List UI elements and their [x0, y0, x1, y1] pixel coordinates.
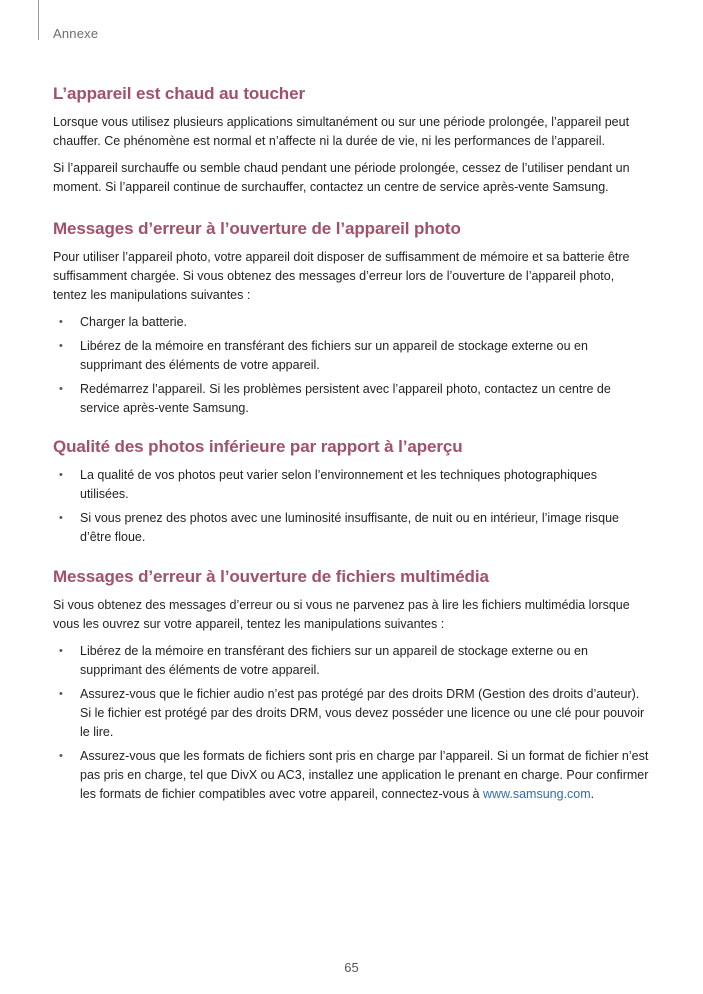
- list-item: [53, 685, 649, 742]
- list-item: [53, 337, 649, 375]
- section-label: Annexe: [53, 26, 99, 41]
- bullet-icon: •: [59, 469, 63, 481]
- paragraph: Si l’appareil surchauffe ou semble chaud pendant une période prolongée, cessez de l’utiliser pendant un moment. Si l’appareil continue de surchauffer, contactez un centre de service après-vente Samsung.: [53, 161, 630, 194]
- list-item-text: Redémarrez l’appareil. Si les problèmes persistent avec l’appareil photo, contactez un centre de service après-vente Samsung.: [80, 382, 611, 415]
- list-item-text: Assurez-vous que les formats de fichiers sont pris en charge par l’appareil. Si un format de fichier n’est pas pris en charge, tel que DivX ou AC3, installez une application le prenant en charge. Pour confirmer les formats de fichier compatibles avec votre appareil, connectez-vous à: [80, 749, 649, 801]
- paragraph: Lorsque vous utilisez plusieurs applications simultanément ou sur une période prolongée, l’appareil peut chauffer. Ce phénomène est normal et n’affecte ni la durée de vie, ni les performances de l’appareil.: [53, 115, 630, 148]
- list-item: [53, 509, 649, 547]
- list-item-text: Si vous prenez des photos avec une luminosité insuffisante, de nuit ou en intérieur, l’image risque d’être floue.: [80, 511, 619, 544]
- paragraph: Si vous obtenez des messages d’erreur ou si vous ne parvenez pas à lire les fichiers multimédia lorsque vous les ouvrez sur votre appareil, tentez les manipulations suivantes :: [53, 598, 630, 631]
- list-item: [53, 466, 649, 504]
- bullet-icon: •: [59, 316, 63, 328]
- list-item-text: Libérez de la mémoire en transférant des fichiers sur un appareil de stockage externe ou en supprimant des éléments de votre appareil.: [80, 339, 588, 372]
- list-item: [53, 313, 649, 332]
- link-suffix: .: [590, 787, 595, 801]
- bullet-icon: •: [59, 645, 63, 657]
- list-item-text: La qualité de vos photos peut varier selon l’environnement et les techniques photographiques utilisées.: [80, 468, 598, 501]
- list-item: [53, 747, 649, 804]
- bullet-icon: •: [59, 340, 63, 352]
- section-device-hot: [53, 84, 649, 197]
- section-photo-quality: [53, 437, 649, 547]
- list-item-text: Libérez de la mémoire en transférant des fichiers sur un appareil de stockage externe ou en supprimant des éléments de votre appareil.: [80, 644, 588, 677]
- list-item: [53, 642, 649, 680]
- section-media-errors: [53, 567, 649, 804]
- bullet-icon: •: [59, 688, 63, 700]
- list-item-text: Charger la batterie.: [80, 315, 188, 329]
- header-divider: [38, 0, 39, 40]
- section-title: Messages d’erreur à l’ouverture de l’appareil photo: [53, 219, 461, 238]
- bullet-list: [53, 642, 649, 804]
- bullet-icon: •: [59, 750, 63, 762]
- bullet-icon: •: [59, 383, 63, 395]
- section-title: Messages d’erreur à l’ouverture de fichiers multimédia: [53, 567, 489, 586]
- section-camera-errors: [53, 219, 649, 418]
- bullet-icon: •: [59, 512, 63, 524]
- section-title: Qualité des photos inférieure par rapport à l’aperçu: [53, 437, 463, 456]
- page-number: 65: [344, 960, 359, 975]
- bullet-list: [53, 313, 649, 418]
- list-item-text: Assurez-vous que le fichier audio n’est pas protégé par des droits DRM (Gestion des droits d’auteur). Si le fichier est protégé par des droits DRM, vous devez posséder une licence ou une clé pour pouvoir le lire.: [80, 687, 645, 739]
- list-item: [53, 380, 649, 418]
- samsung-website-link[interactable]: www.samsung.com: [482, 787, 591, 801]
- bullet-list: [53, 466, 649, 547]
- section-title: L’appareil est chaud au toucher: [53, 84, 305, 103]
- page-content: [53, 84, 649, 809]
- paragraph: Pour utiliser l’appareil photo, votre appareil doit disposer de suffisamment de mémoire et sa batterie être suffisamment chargée. Si vous obtenez des messages d’erreur lors de l’ouverture de l’appareil photo, tentez les manipulations suivantes :: [53, 250, 630, 302]
